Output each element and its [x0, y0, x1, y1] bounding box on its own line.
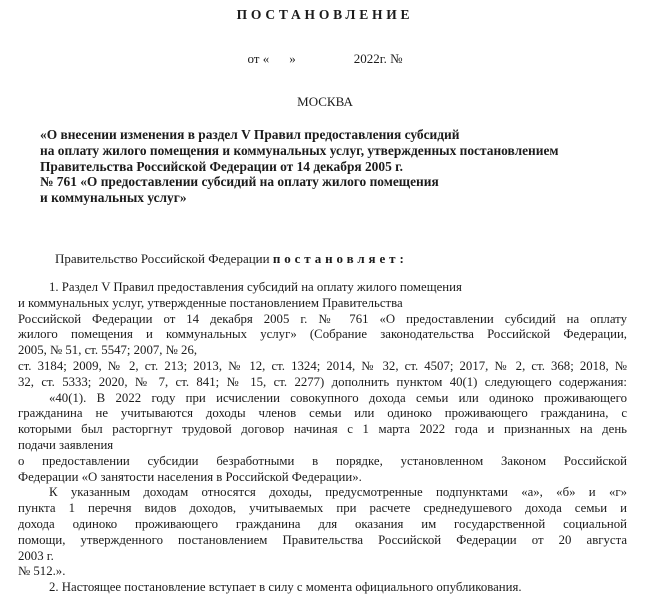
date-year-number: 2022г. №	[353, 51, 403, 66]
body-line: 32, ст. 5333; 2020, № 7, ст. 841; № 15, ст. 2277) дополнить пунктом 40(1) следующего содержания:	[18, 374, 627, 389]
document-title-block	[0, 127, 650, 206]
body-line: гражданина не учитываются доходы членов семьи или одиноко проживающего гражданина, с	[18, 406, 627, 421]
preamble-lead: Правительство Российской Федерации	[55, 250, 273, 266]
date-prefix: от «	[247, 51, 270, 66]
city-line: МОСКВА	[297, 94, 353, 109]
body-line: дохода одиноко проживающего гражданина для оказания им государственной социальной	[18, 516, 627, 531]
body-line: 2005, № 51, ст. 5547; 2007, № 26,	[18, 343, 198, 358]
body-line: о предоставлении субсидии безработными в порядке, установленном Законом Российской	[18, 453, 627, 468]
body-line: 2003 г.	[18, 548, 54, 563]
body-line: жилого помещения и коммунальных услуг» (Собрание законодательства Российской Федерации,	[18, 327, 627, 342]
title-line: на оплату жилого помещения и коммунальных услуг, утвержденных постановлением	[40, 142, 559, 158]
body-line: и коммунальных услуг, утвержденные постановлением Правительства	[18, 295, 403, 310]
body-line: «40(1). В 2022 году при исчислении совокупного дохода семьи или одиноко проживающего	[49, 390, 627, 405]
body-line: Российской Федерации от 14 декабря 2005 г. № 761 «О предоставлении субсидий на оплату	[18, 311, 627, 326]
body-line: помощи, утвержденного постановлением Правительства Российской Федерации от 20 августа	[18, 532, 627, 547]
date-number-line	[0, 51, 650, 67]
body-line: К указанным доходам относятся доходы, предусмотренные подпунктами «а», «б» и «г»	[49, 485, 627, 500]
body-line: № 512.».	[18, 564, 66, 579]
preamble-decree-word: постановляет:	[272, 250, 408, 266]
document-kind-heading: ПОСТАНОВЛЕНИЕ	[236, 7, 414, 22]
body-line: 2. Настоящее постановление вступает в силу с момента официального опубликования.	[49, 580, 522, 595]
body-line: подачи заявления	[18, 437, 114, 452]
title-line: № 761 «О предоставлении субсидий на оплату жилого помещения	[40, 174, 439, 190]
title-line: и коммунальных услуг»	[40, 190, 187, 206]
document-body	[0, 280, 650, 596]
body-line: 1. Раздел V Правил предоставления субсидий на оплату жилого помещения	[49, 279, 462, 294]
title-line: Правительства Российской Федерации от 14 декабря 2005 г.	[40, 158, 404, 174]
preamble-line	[0, 251, 650, 267]
body-line: которыми был расторгнут трудовой договор начиная с 1 марта 2022 года и признанных на день	[18, 422, 627, 437]
title-line: «О внесении изменения в раздел V Правил предоставления субсидий	[40, 127, 460, 142]
date-close-quote: »	[289, 51, 296, 66]
body-line: пункта 1 перечня видов доходов, учитываемых при расчете среднедушевого дохода семьи и	[18, 501, 627, 516]
body-line: Федерации «О занятости населения в Российской Федерации».	[18, 469, 362, 484]
body-line: ст. 3184; 2009, № 2, ст. 213; 2013, № 12, ст. 1324; 2014, № 32, ст. 4507; 2017, № 2, ст. 368; 2018, №	[18, 358, 627, 373]
